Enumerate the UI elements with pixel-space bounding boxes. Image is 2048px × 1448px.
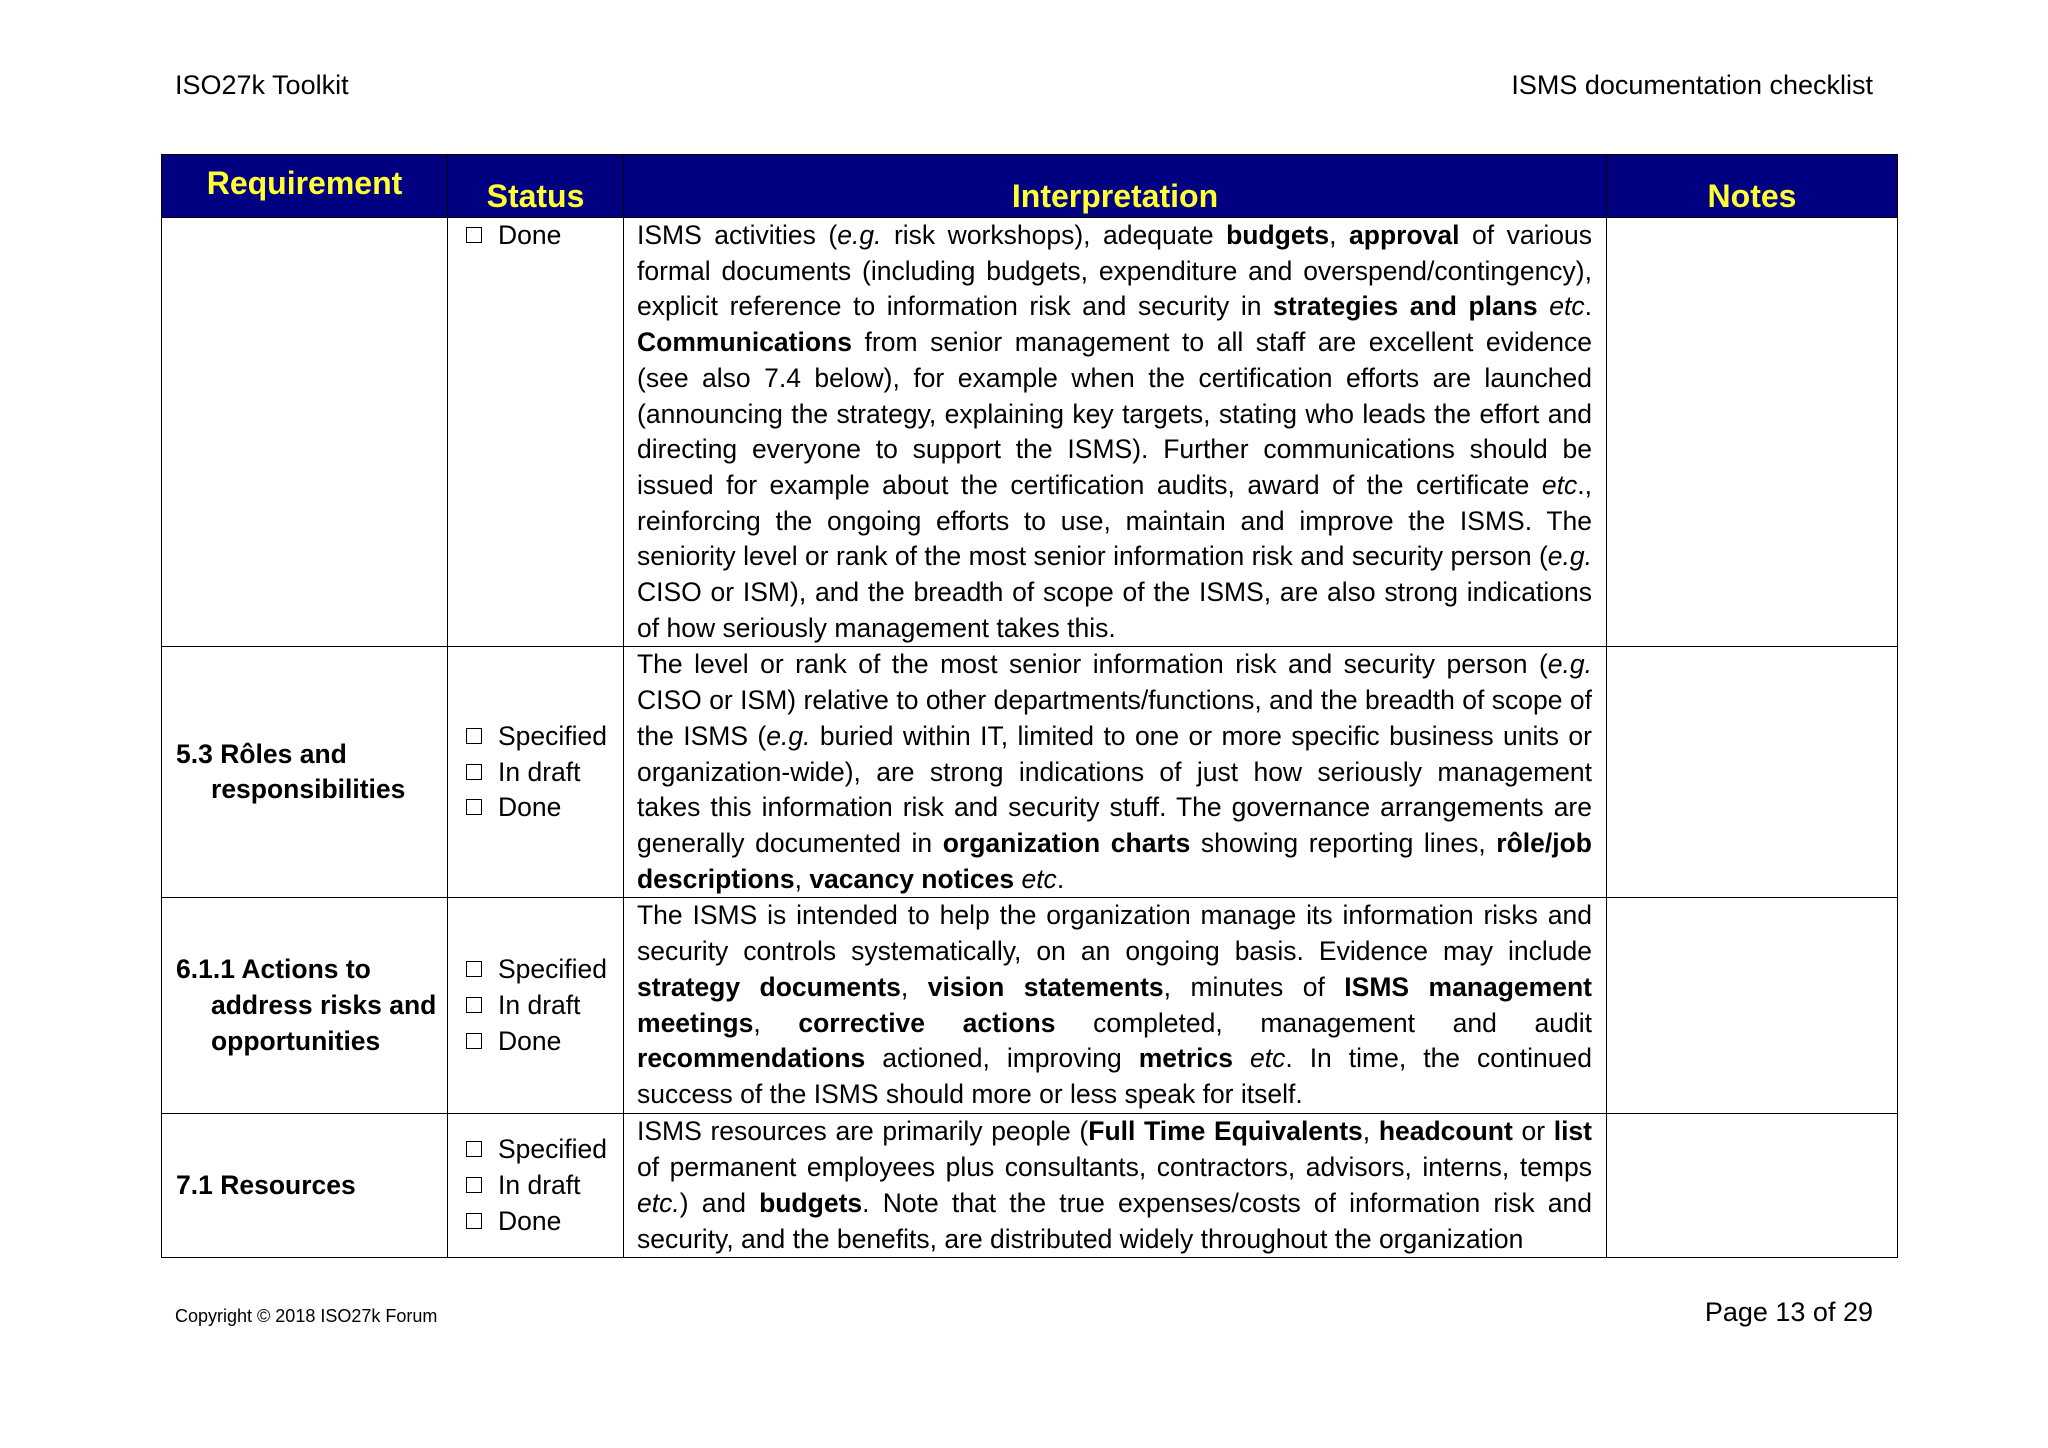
table-header-row bbox=[162, 155, 1898, 218]
interpretation-text: e.g. bbox=[837, 220, 882, 250]
interpretation-text: CISO or ISM), and the breadth of scope of the ISMS, are also strong indications of how seriously management takes this. bbox=[637, 577, 1592, 643]
interpretation-text: , bbox=[794, 863, 810, 894]
interpretation-text: list bbox=[1553, 1116, 1592, 1147]
interpretation-text: organization charts bbox=[942, 827, 1191, 858]
notes-cell[interactable] bbox=[1607, 218, 1898, 647]
interpretation-text: CISO or ISM) relative to other departments/functions, and the breadth of scope of the ISMS ( bbox=[637, 685, 1592, 751]
interpretation-text: e.g. bbox=[1547, 649, 1592, 680]
interpretation-text: or bbox=[1512, 1116, 1554, 1147]
interpretation-text: ISMS resources are primarily people ( bbox=[637, 1116, 1089, 1147]
table-row bbox=[162, 218, 1898, 647]
interpretation-text: etc bbox=[1249, 1043, 1286, 1074]
interpretation-text: risk workshops), adequate bbox=[881, 220, 1227, 250]
status-list bbox=[466, 1132, 623, 1239]
checkbox-icon[interactable] bbox=[466, 961, 482, 977]
interpretation-text: metrics bbox=[1138, 1043, 1233, 1074]
interpretation-text: vision statements bbox=[927, 971, 1164, 1002]
interpretation-text: . bbox=[1584, 291, 1592, 322]
interpretation-text: e.g. bbox=[1547, 541, 1592, 572]
interpretation-text: The ISMS is intended to help the organization manage its information risks and security controls systematically, on an ongoing basis. Evidence may include bbox=[637, 900, 1592, 967]
checkbox-icon[interactable] bbox=[466, 1141, 482, 1157]
interpretation-text: ) and bbox=[679, 1187, 760, 1218]
status-cell bbox=[448, 1114, 624, 1258]
table-row bbox=[162, 898, 1898, 1114]
status-option-specified[interactable] bbox=[466, 952, 623, 988]
status-option-in-draft[interactable] bbox=[466, 755, 623, 791]
status-option-done[interactable] bbox=[466, 790, 623, 826]
status-option-label: Specified bbox=[498, 1134, 608, 1165]
column-header-requirement: Requirement bbox=[162, 155, 448, 218]
status-cell bbox=[448, 218, 624, 647]
requirement-text: 6.1.1 Actions to address risks and opportunities bbox=[176, 954, 437, 1056]
status-option-label: Done bbox=[498, 792, 562, 823]
notes-cell[interactable] bbox=[1607, 647, 1898, 898]
checkbox-icon[interactable] bbox=[466, 799, 482, 815]
interpretation-text: , bbox=[1362, 1116, 1379, 1147]
status-option-specified[interactable] bbox=[466, 1132, 623, 1168]
checkbox-icon[interactable] bbox=[466, 728, 482, 744]
interpretation-text: ISMS activities ( bbox=[637, 220, 838, 250]
table-row bbox=[162, 647, 1898, 898]
interpretation-text: buried within IT, limited to one or more specific business units or organization-wide), are strong indications of just how seriously management takes this information risk and security stuff. The governance arrangements are generally documented in bbox=[637, 720, 1592, 858]
interpretation-text: ., reinforcing the ongoing efforts to use, maintain and improve the ISMS. The seniority level or rank of the most senior information risk and security person ( bbox=[637, 469, 1592, 572]
status-option-label: In draft bbox=[498, 1169, 581, 1200]
interpretation-text: etc bbox=[1541, 469, 1578, 500]
table-row bbox=[162, 1114, 1898, 1258]
status-option-in-draft[interactable] bbox=[466, 1168, 623, 1204]
header-left-title: ISO27k Toolkit bbox=[175, 70, 349, 100]
footer-copyright: Copyright © 2018 ISO27k Forum bbox=[175, 1306, 438, 1326]
interpretation-text: ISMS management meetings bbox=[637, 971, 1592, 1038]
interpretation-text: headcount bbox=[1378, 1116, 1513, 1147]
interpretation-text: showing reporting lines, bbox=[1190, 827, 1497, 858]
interpretation-text: budgets bbox=[1226, 220, 1330, 250]
interpretation-text: strategies and plans bbox=[1273, 291, 1538, 322]
interpretation-text: from senior management to all staff are excellent evidence (see also 7.4 below), for example when the certification efforts are launched (announcing the strategy, explaining key targets, stating who leads the effort and directing everyone to support the ISMS). Further communications should be issued for example about the certification audits, award of the certificate bbox=[637, 327, 1592, 500]
interpretation-text bbox=[1233, 1043, 1250, 1073]
checkbox-icon[interactable] bbox=[466, 1033, 482, 1049]
interpretation-cell bbox=[624, 898, 1607, 1114]
interpretation-text: The level or rank of the most senior information risk and security person ( bbox=[637, 649, 1548, 680]
interpretation-text: . bbox=[1056, 863, 1065, 894]
interpretation-text: etc. bbox=[637, 1187, 680, 1218]
interpretation-text: approval bbox=[1349, 220, 1460, 250]
status-option-label: Specified bbox=[498, 954, 608, 985]
interpretation-text: . Note that the true expenses/costs of information risk and security, and the benefits, are distributed widely throughout the organization bbox=[637, 1187, 1593, 1254]
checkbox-icon[interactable] bbox=[466, 1177, 482, 1193]
interpretation-text: vacancy notices bbox=[809, 863, 1015, 894]
status-cell bbox=[448, 898, 624, 1114]
status-option-label: Done bbox=[498, 1025, 562, 1056]
interpretation-text: recommendations bbox=[637, 1043, 866, 1074]
requirement-text: 5.3 Rôles and responsibilities bbox=[176, 738, 406, 805]
interpretation-text: , bbox=[900, 971, 928, 1002]
checkbox-icon[interactable] bbox=[466, 997, 482, 1013]
interpretation-text: etc bbox=[1021, 863, 1057, 894]
interpretation-text: completed, management and audit bbox=[1055, 1007, 1592, 1038]
status-list bbox=[466, 218, 623, 254]
status-option-specified[interactable] bbox=[466, 719, 623, 755]
column-header-status: Status bbox=[448, 155, 624, 218]
interpretation-text: corrective actions bbox=[798, 1007, 1056, 1038]
status-option-done[interactable] bbox=[466, 218, 623, 254]
status-option-label: Done bbox=[498, 1205, 562, 1236]
checklist-table bbox=[161, 154, 1898, 1258]
interpretation-text: , minutes of bbox=[1163, 971, 1345, 1002]
status-list bbox=[466, 952, 623, 1059]
requirement-text: 7.1 Resources bbox=[176, 1169, 356, 1200]
requirement-cell bbox=[162, 647, 448, 898]
header-right-title: ISMS documentation checklist bbox=[1511, 70, 1873, 100]
requirement-cell bbox=[162, 898, 448, 1114]
interpretation-text: , bbox=[753, 1007, 799, 1038]
interpretation-text: . In time, the continued success of the ISMS should more or less speak for itself. bbox=[637, 1043, 1592, 1109]
interpretation-text: actioned, improving bbox=[865, 1043, 1139, 1074]
interpretation-text: strategy documents bbox=[637, 971, 901, 1002]
interpretation-text: of various formal documents (including budgets, expenditure and overspend/contingency), explicit reference to information risk and security in bbox=[637, 220, 1593, 322]
requirement-cell bbox=[162, 218, 448, 647]
interpretation-cell bbox=[624, 218, 1607, 647]
status-cell bbox=[448, 647, 624, 898]
interpretation-text: , bbox=[1329, 220, 1350, 250]
status-option-done[interactable] bbox=[466, 1204, 623, 1240]
notes-cell[interactable] bbox=[1607, 1114, 1898, 1258]
interpretation-text: etc bbox=[1549, 291, 1585, 322]
interpretation-text: budgets bbox=[759, 1187, 863, 1218]
column-header-notes: Notes bbox=[1607, 155, 1898, 218]
checkbox-icon[interactable] bbox=[466, 1213, 482, 1229]
checkbox-icon[interactable] bbox=[466, 227, 482, 243]
status-option-label: Specified bbox=[498, 720, 608, 751]
interpretation-text: Communications bbox=[637, 327, 852, 358]
status-list bbox=[466, 719, 623, 826]
interpretation-text: rôle/job descriptions bbox=[637, 827, 1592, 894]
status-option-in-draft[interactable] bbox=[466, 988, 623, 1024]
checkbox-icon[interactable] bbox=[466, 764, 482, 780]
footer-page-number: Page 13 of 29 bbox=[1704, 1297, 1873, 1327]
requirement-cell bbox=[162, 1114, 448, 1258]
interpretation-cell bbox=[624, 647, 1607, 898]
interpretation-text: Full Time Equivalents bbox=[1088, 1116, 1363, 1147]
status-option-label: In draft bbox=[498, 990, 581, 1021]
notes-cell[interactable] bbox=[1607, 898, 1898, 1114]
interpretation-text bbox=[1538, 291, 1550, 321]
interpretation-text: e.g. bbox=[766, 720, 811, 751]
status-option-label: In draft bbox=[498, 756, 581, 787]
status-option-label: Done bbox=[498, 220, 562, 250]
interpretation-text: of permanent employees plus consultants, contractors, advisors, interns, temps bbox=[637, 1152, 1592, 1183]
interpretation-cell bbox=[624, 1114, 1607, 1258]
status-option-done[interactable] bbox=[466, 1024, 623, 1060]
column-header-interpretation: Interpretation bbox=[624, 155, 1607, 218]
